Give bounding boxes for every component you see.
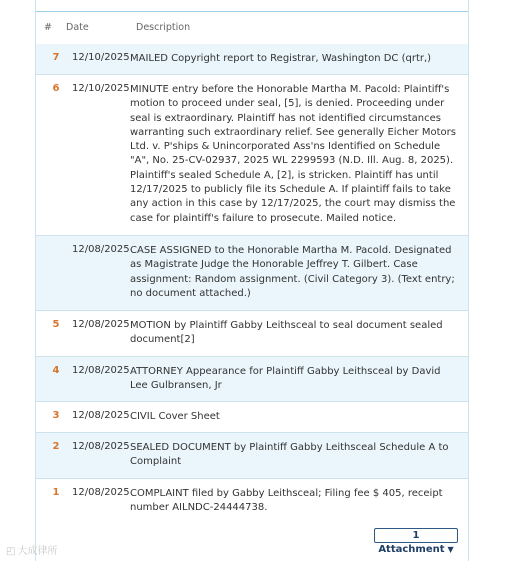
watermark [6, 542, 57, 557]
entry-description: MAILED Copyright report to Registrar, Washington DC (qrtr,) [130, 53, 432, 64]
entry-description: CASE ASSIGNED to the Honorable Martha M. Pacold. Designated as Magistrate Judge the Honorable Jeffrey T. Gilbert. Case assignment: Random assignment. (Civil Category 3). (Text entry; no document attached.) [130, 245, 455, 299]
table-row [36, 311, 468, 357]
entry-date: 12/10/2025 [72, 52, 130, 63]
entry-number[interactable]: 3 [52, 410, 60, 421]
entry-description: MOTION by Plaintiff Gabby Leithsceal to seal document sealed document[2] [130, 320, 443, 346]
table-row [36, 433, 468, 479]
watermark-text: 大成律所 [17, 546, 58, 557]
camera-icon: ◰ [6, 546, 16, 557]
entry-date: 12/08/2025 [72, 244, 130, 255]
entry-date: 12/10/2025 [72, 83, 130, 94]
chevron-down-icon: ▼ [447, 545, 454, 554]
entry-number[interactable]: 1 [52, 487, 60, 498]
attachment-dropdown-button[interactable] [374, 528, 458, 555]
table-row [36, 402, 468, 433]
entry-date: 12/08/2025 [72, 319, 130, 330]
entry-date: 12/08/2025 [72, 410, 130, 421]
header-num: # [44, 22, 52, 33]
entry-description: SEALED DOCUMENT by Plaintiff Gabby Leithsceal Schedule A to Complaint [130, 442, 449, 468]
entry-number[interactable]: 4 [52, 365, 60, 376]
table-header [36, 11, 468, 45]
attachment-label: 1 Attachment [378, 530, 445, 555]
entry-number[interactable]: 2 [52, 441, 60, 452]
entry-date: 12/08/2025 [72, 365, 130, 376]
entry-number[interactable]: 7 [52, 52, 60, 63]
table-row [36, 479, 468, 555]
table-row [36, 75, 468, 236]
entry-date: 12/08/2025 [72, 441, 130, 452]
docket-table [35, 0, 469, 561]
entry-description: COMPLAINT filed by Gabby Leithsceal; Filing fee $ 405, receipt number AILNDC-24444738. [130, 488, 443, 514]
entry-number[interactable]: 6 [52, 83, 60, 94]
header-description: Description [136, 22, 191, 33]
entry-description: ATTORNEY Appearance for Plaintiff Gabby Leithsceal by David Lee Gulbransen, Jr [130, 366, 441, 392]
entry-description: CIVIL Cover Sheet [130, 411, 220, 422]
entry-description: MINUTE entry before the Honorable Martha M. Pacold: Plaintiff's motion to proceed under seal, [5], is denied. Proceeding under seal is extraordinary. Plaintiff has not identified circumstances warranting such extraordinary relief. See generally Eicher Motors Ltd. v. P'ships & Unincorporated Ass'ns Identified on Schedule "A", No. 25-CV-02937, 2025 WL 2299593 (N.D. Ill. Aug. 8, 2025). Plaintiff's sealed Schedule A, [2], is stricken. Plaintiff has until 12/17/2025 to publicly file its Schedule A. If plaintiff fails to take any action in this case by 12/17/2025, the court may dismiss the case for plaintiff's failure to prosecute. Mailed notice. [130, 84, 456, 224]
table-row [36, 357, 468, 402]
table-row [36, 44, 468, 75]
entry-date: 12/08/2025 [72, 487, 130, 498]
entry-number[interactable]: 5 [52, 319, 60, 330]
table-row [36, 236, 468, 311]
header-date: Date [66, 22, 89, 33]
clipped-header-text [36, 0, 496, 6]
